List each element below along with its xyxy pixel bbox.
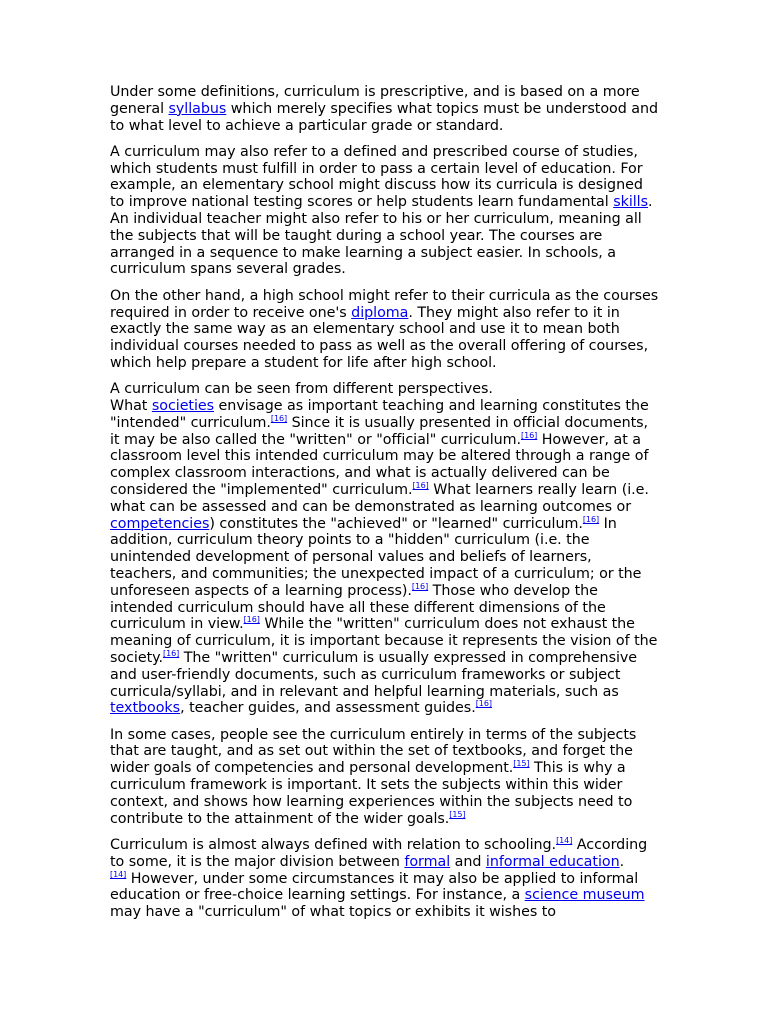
reference-link[interactable]: [16]: [475, 699, 492, 709]
text: In addition, curriculum theory points to a "hidden" curriculum (i.e. the unintended development of personal values and beliefs of learners, teachers, and communities; the unexpected impact of a curriculum; or the unforeseen aspects of a learning process).: [110, 515, 642, 599]
text: , teacher guides, and assessment guides.: [180, 700, 476, 717]
paragraph-course-of-studies: [110, 144, 660, 278]
text: .: [619, 853, 625, 870]
link-textbooks[interactable]: textbooks: [110, 700, 181, 717]
reference-link[interactable]: [15]: [449, 809, 466, 819]
text: What learners really learn (i.e. what can be assessed and can be demonstrated as learning outcomes or: [110, 482, 649, 515]
reference-link[interactable]: [16]: [411, 581, 429, 591]
link-formal[interactable]: formal: [404, 853, 451, 870]
reference-15: [449, 810, 465, 819]
link-societies[interactable]: societies: [151, 398, 215, 415]
text: A curriculum can be seen from different perspectives.: [110, 381, 493, 398]
text: Curriculum is almost always defined with relation to schooling.: [110, 836, 557, 853]
text: On the other hand, a high school might refer to their curricula as the courses required in order to receive one's: [110, 287, 659, 321]
reference-link[interactable]: [16]: [270, 413, 288, 423]
reference-link[interactable]: [14]: [110, 869, 127, 879]
text: Those who develop the intended curriculum should have all these different dimensions of the curriculum in view.: [110, 582, 606, 633]
reference-14: [110, 870, 126, 879]
reference-link[interactable]: [14]: [556, 835, 573, 845]
reference-16: [271, 414, 287, 423]
text: and: [450, 853, 486, 870]
reference-14: [556, 836, 572, 845]
reference-link[interactable]: [15]: [513, 759, 530, 769]
reference-16: [583, 515, 599, 524]
paragraph-subjects: [110, 727, 660, 828]
article-body: [110, 84, 660, 930]
text: While the "written" curriculum does not exhaust the meaning of curriculum, it is important because it represents the vision of the society.: [110, 616, 658, 666]
reference-15: [513, 759, 529, 768]
text: However, at a classroom level this intended curriculum may be altered through a range of complex classroom interactions, and what is actually delivered can be considered the "implemented" curriculum.: [110, 431, 649, 499]
text: According to some, it is the major division between: [110, 836, 648, 870]
reference-16: [163, 649, 179, 658]
link-competencies[interactable]: competencies: [110, 515, 210, 532]
text: The "written" curriculum is usually expressed in comprehensive and user-friendly documents, such as curriculum frameworks or subject curricula/syllabi, and in relevant and helpful learning materials, such as: [110, 650, 638, 700]
text: In some cases, people see the curriculum entirely in terms of the subjects that are taught, and as set out within the set of textbooks, and forget the wider goals of competencies and personal development.: [110, 726, 637, 777]
paragraph-high-school: [110, 288, 660, 372]
text: A curriculum may also refer to a defined and prescribed course of studies, which students must fulfill in order to pass a certain level of education. For example, an elementary school might discuss how its curricula is designed to improve national testing scores or help students learn fundamental: [110, 143, 643, 211]
text: envisage as important teaching and learning constitutes the "intended" curriculum.: [110, 398, 649, 431]
reference-16: [412, 481, 428, 490]
reference-link[interactable]: [16]: [521, 430, 538, 440]
link-skills[interactable]: skills: [613, 194, 648, 211]
reference-link[interactable]: [16]: [582, 514, 600, 524]
text: This is why a curriculum framework is important. It sets the subjects within this wider context, and shows how learning experiences within the subjects need to contribute to the attainment of the wider goals.: [110, 760, 633, 827]
reference-link[interactable]: [16]: [243, 615, 260, 625]
text: may have a "curriculum" of what topics or exhibits it wishes to: [110, 904, 556, 921]
reference-16: [412, 582, 428, 591]
link-diploma[interactable]: diploma: [351, 304, 409, 321]
text: What: [110, 398, 152, 415]
text: Under some definitions, curriculum is prescriptive, and is based on a more general: [110, 84, 640, 117]
text: Since it is usually presented in official documents, it may be also called the "written" or "official" curriculum.: [110, 414, 649, 448]
text: ) constitutes the "achieved" or "learned" curriculum.: [209, 515, 583, 532]
paragraph-perspectives: [110, 381, 660, 717]
text: However, under some circumstances it may also be applied to informal education or free-choice learning settings. For instance, a: [110, 870, 639, 904]
link-science-museum[interactable]: science museum: [524, 887, 645, 904]
reference-16: [521, 431, 537, 440]
text: which merely specifies what topics must be understood and to what level to achieve a particular grade or standard.: [110, 100, 659, 134]
link-syllabus[interactable]: syllabus: [168, 100, 227, 117]
text: . An individual teacher might also refer to his or her curriculum, meaning all the subjects that will be taught during a school year. The courses are arranged in a sequence to make learning a subject easier. In schools, a curriculum spans several grades.: [110, 194, 653, 278]
link-informal-education[interactable]: informal education: [485, 853, 620, 870]
paragraph-syllabus: [110, 84, 660, 134]
reference-link[interactable]: [16]: [412, 481, 429, 491]
reference-16: [476, 699, 492, 708]
text: . They might also refer to it in exactly the same way as an elementary school and use it to mean both individual courses needed to pass as well as the overall offering of courses, which help prepare a student for life after high school.: [110, 304, 649, 371]
reference-16: [244, 615, 260, 624]
paragraph-schooling: [110, 837, 660, 921]
reference-link[interactable]: [16]: [163, 649, 180, 658]
